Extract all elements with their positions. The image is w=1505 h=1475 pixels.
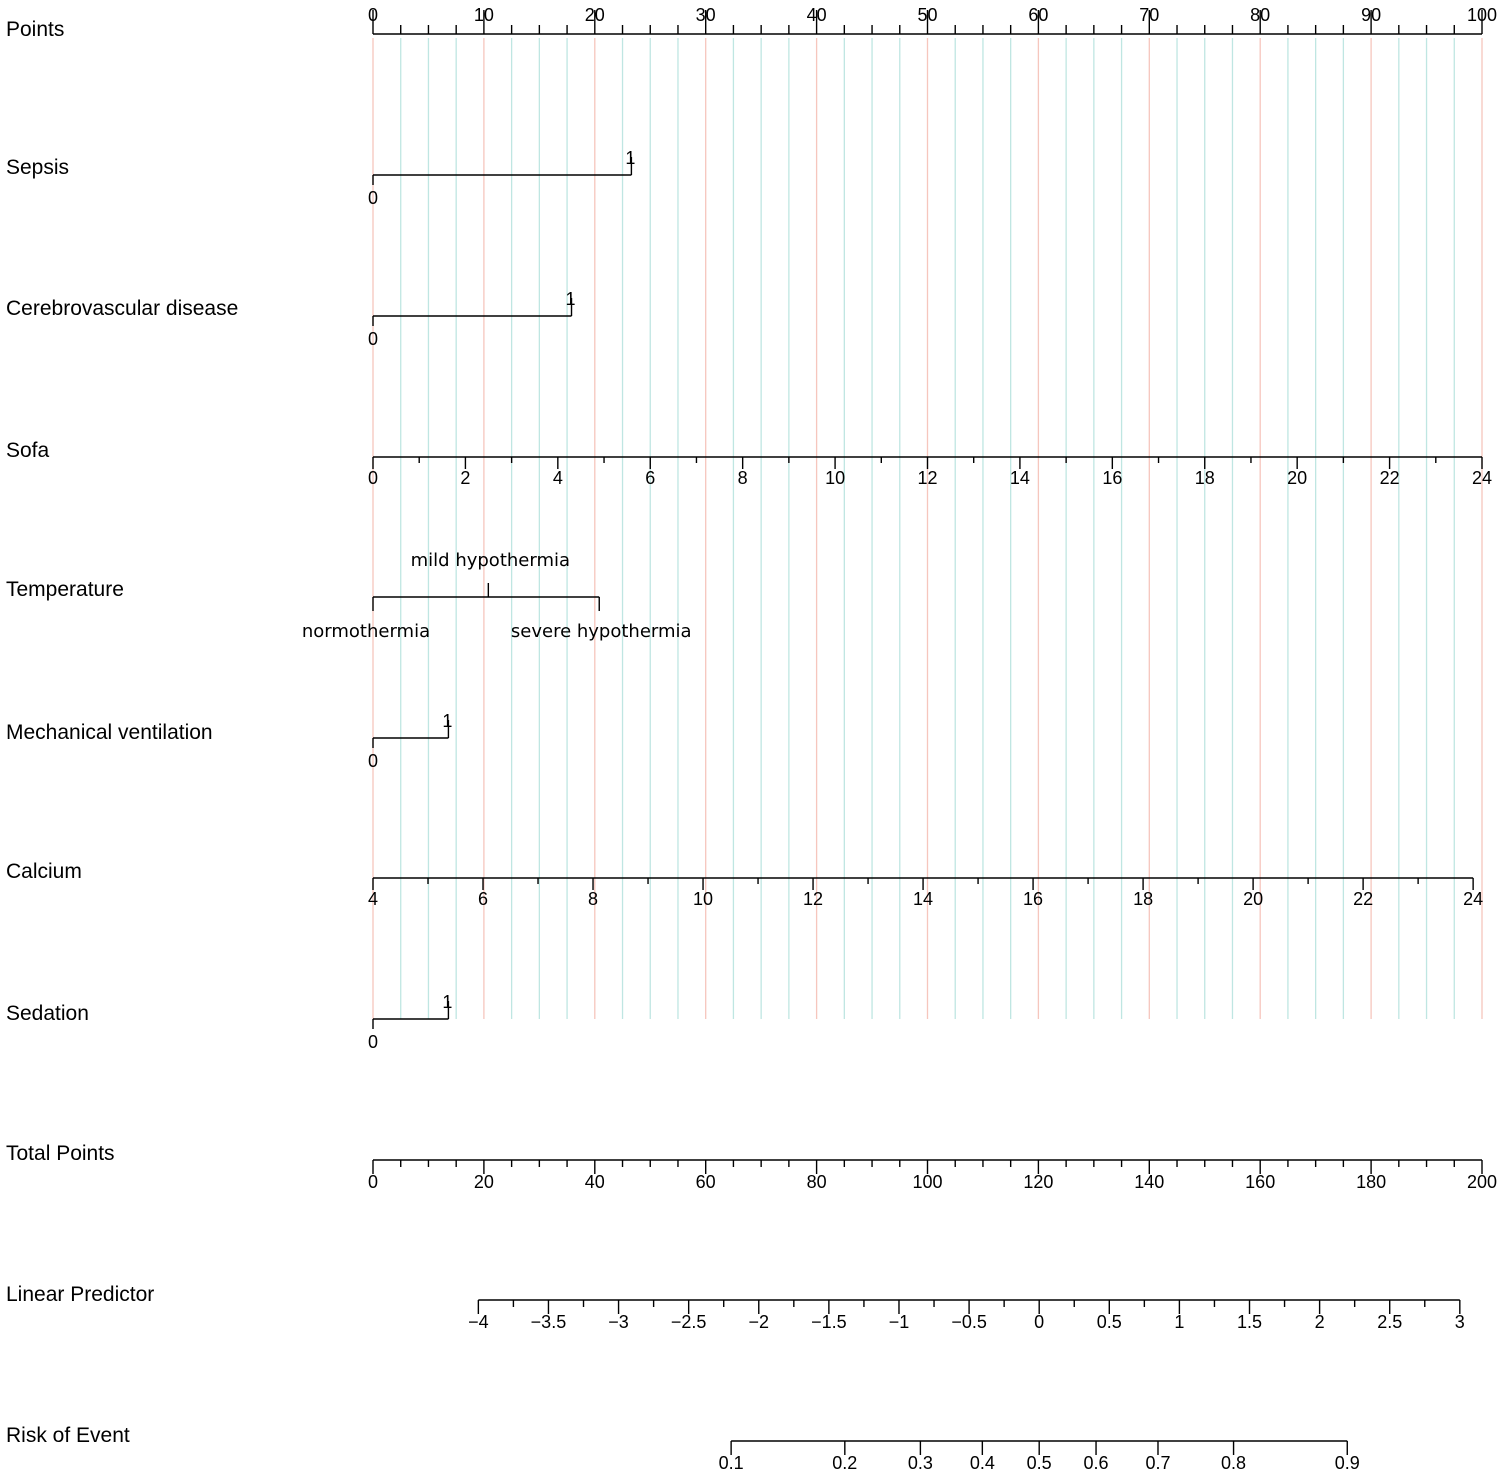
total-tick-label: 60: [695, 1172, 716, 1192]
row-cerebro: [6, 289, 576, 349]
points-tick-label: 20: [584, 5, 605, 25]
calcium-tick-label: 8: [588, 889, 599, 909]
temperature-level-label: severe hypothermia: [510, 621, 692, 642]
row-label-sedation: Sedation: [6, 1002, 89, 1025]
sofa-tick-label: 18: [1194, 468, 1215, 488]
row-sofa: [6, 439, 1492, 488]
calcium-tick-label: 20: [1243, 889, 1264, 909]
total-tick-label: 20: [473, 1172, 494, 1192]
points-tick-label: 40: [806, 5, 827, 25]
total-tick-label: 200: [1466, 1172, 1498, 1192]
lp-tick-label: 1.5: [1236, 1312, 1263, 1332]
sofa-tick-label: 0: [367, 468, 379, 488]
risk-tick-label: 0.7: [1145, 1453, 1171, 1473]
points-tick-label: 0: [367, 5, 379, 25]
points-tick-label: 100: [1466, 5, 1498, 25]
sedation-level-0-label: 0: [367, 1032, 379, 1052]
sofa-tick-label: 22: [1379, 468, 1400, 488]
sofa-tick-label: 20: [1287, 468, 1308, 488]
risk-tick-label: 0.5: [1026, 1453, 1052, 1473]
calcium-tick-label: 22: [1353, 889, 1374, 909]
lp-tick-label: −2.5: [670, 1312, 707, 1332]
mechvent-level-0-label: 0: [367, 751, 379, 771]
row-sepsis: [6, 148, 635, 208]
total-tick-label: 0: [367, 1172, 379, 1192]
row-label-temperature: Temperature: [6, 578, 124, 601]
risk-tick-label: 0.6: [1083, 1453, 1109, 1473]
points-tick-label: 50: [917, 5, 938, 25]
lp-tick-label: 3: [1454, 1312, 1465, 1332]
row-label-mechvent: Mechanical ventilation: [6, 721, 213, 744]
sofa-tick-label: 10: [825, 468, 846, 488]
points-tick-label: 10: [473, 5, 494, 25]
mechvent-level-1-label: 1: [442, 711, 453, 731]
row-temperature: [6, 550, 692, 642]
calcium-tick-label: 10: [693, 889, 714, 909]
lp-tick-label: −3.5: [530, 1312, 567, 1332]
row-label-sofa: Sofa: [6, 439, 50, 462]
calcium-tick-label: 6: [478, 889, 489, 909]
total-tick-label: 100: [912, 1172, 943, 1192]
lp-tick-label: −4: [468, 1312, 489, 1332]
row-points: [6, 5, 1497, 41]
temperature-level-label: normothermia: [301, 621, 431, 642]
lp-tick-label: 0.5: [1096, 1312, 1122, 1332]
sofa-tick-label: 8: [737, 468, 748, 488]
sofa-tick-label: 4: [552, 468, 563, 488]
sepsis-level-0-label: 0: [367, 188, 379, 208]
row-label-total: Total Points: [6, 1142, 115, 1165]
row-label-cerebro: Cerebrovascular disease: [6, 297, 239, 320]
risk-tick-label: 0.1: [718, 1453, 744, 1473]
points-tick-label: 80: [1250, 5, 1271, 25]
lp-tick-label: 0: [1034, 1312, 1045, 1332]
lp-tick-label: 1: [1174, 1312, 1185, 1332]
points-tick-label: 90: [1361, 5, 1382, 25]
row-label-lp: Linear Predictor: [6, 1283, 155, 1306]
calcium-tick-label: 24: [1463, 889, 1484, 909]
points-tick-label: 60: [1028, 5, 1049, 25]
cerebro-level-1-label: 1: [565, 289, 576, 309]
cerebro-level-0-label: 0: [367, 329, 379, 349]
temperature-level-label: mild hypothermia: [410, 550, 571, 571]
nomogram-rows: [6, 5, 1497, 1473]
risk-tick-label: 0.2: [832, 1453, 858, 1473]
risk-tick-label: 0.4: [969, 1453, 995, 1473]
calcium-tick-label: 4: [367, 889, 379, 909]
total-tick-label: 140: [1134, 1172, 1165, 1192]
row-calcium: [6, 860, 1483, 909]
row-label-calcium: Calcium: [6, 860, 82, 883]
sepsis-level-1-label: 1: [625, 148, 636, 168]
row-label-points: Points: [6, 18, 65, 41]
sofa-tick-label: 6: [645, 468, 656, 488]
row-label-risk: Risk of Event: [6, 1424, 130, 1447]
sofa-tick-label: 12: [917, 468, 938, 488]
lp-tick-label: −1: [888, 1312, 910, 1332]
total-tick-label: 80: [806, 1172, 827, 1192]
total-tick-label: 120: [1023, 1172, 1054, 1192]
grid-lines: [373, 38, 1482, 1019]
calcium-tick-label: 16: [1023, 889, 1044, 909]
sofa-tick-label: 14: [1009, 468, 1030, 488]
row-sedation: [6, 992, 452, 1052]
row-label-sepsis: Sepsis: [6, 156, 70, 179]
risk-tick-label: 0.8: [1221, 1453, 1247, 1473]
total-tick-label: 180: [1356, 1172, 1387, 1192]
calcium-tick-label: 14: [913, 889, 934, 909]
lp-tick-label: 2: [1314, 1312, 1325, 1332]
lp-tick-label: 2.5: [1377, 1312, 1403, 1332]
lp-tick-label: −2: [748, 1312, 770, 1332]
row-total: [6, 1142, 1497, 1192]
risk-tick-label: 0.9: [1334, 1453, 1360, 1473]
row-lp: [6, 1283, 1465, 1332]
calcium-tick-label: 12: [803, 889, 824, 909]
sofa-tick-label: 2: [460, 468, 471, 488]
row-risk: [6, 1424, 1360, 1473]
sofa-tick-label: 16: [1102, 468, 1123, 488]
lp-tick-label: −3: [608, 1312, 629, 1332]
points-tick-label: 70: [1139, 5, 1160, 25]
calcium-tick-label: 18: [1133, 889, 1154, 909]
row-mechvent: [6, 711, 452, 771]
lp-tick-label: −1.5: [811, 1312, 847, 1332]
total-tick-label: 40: [584, 1172, 605, 1192]
sedation-level-1-label: 1: [442, 992, 453, 1012]
total-tick-label: 160: [1245, 1172, 1276, 1192]
sofa-tick-label: 24: [1471, 468, 1493, 488]
points-tick-label: 30: [695, 5, 716, 25]
lp-tick-label: −0.5: [951, 1312, 987, 1332]
risk-tick-label: 0.3: [907, 1453, 933, 1473]
